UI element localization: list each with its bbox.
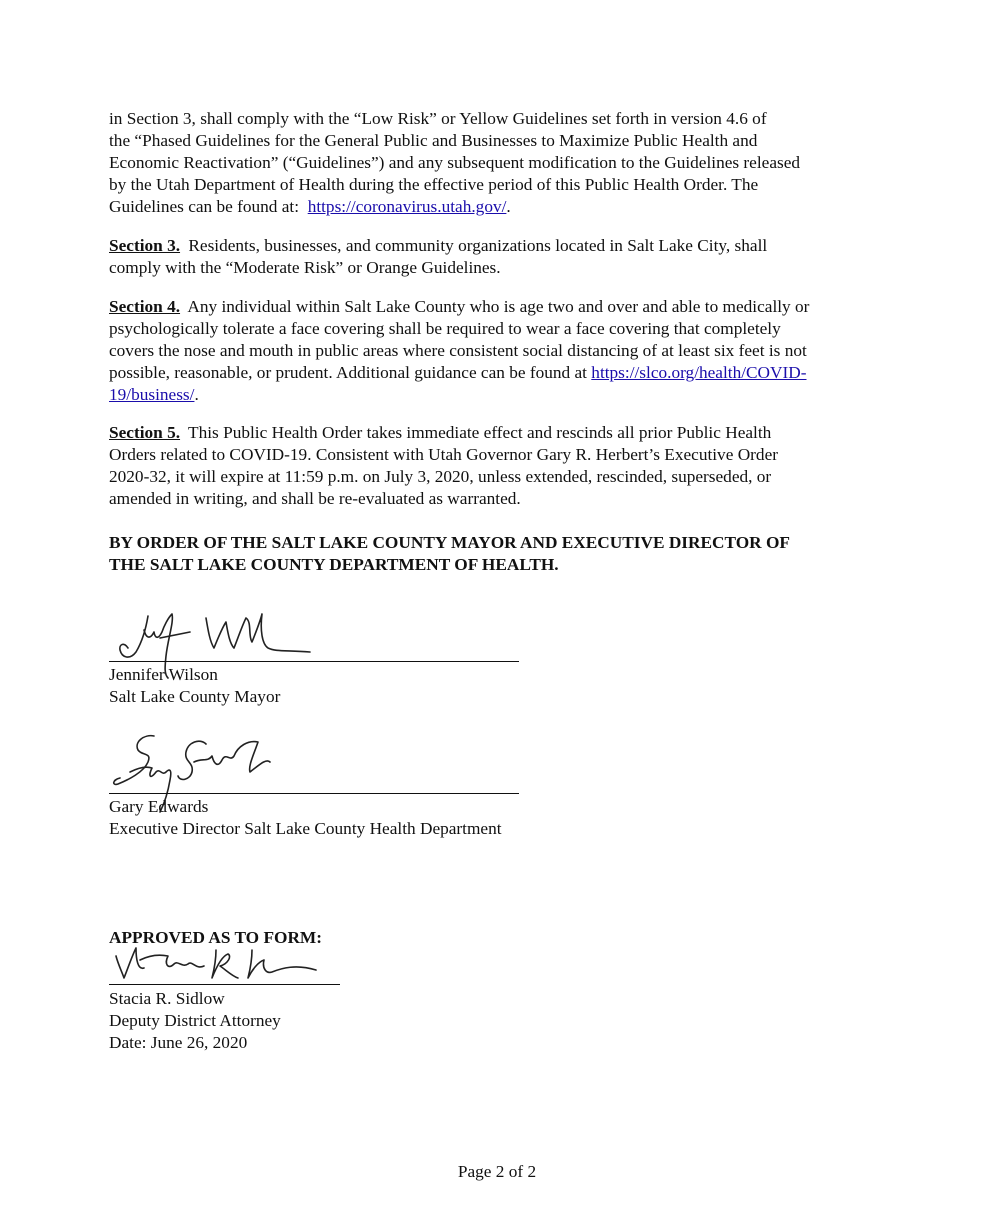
intro-line-3: Economic Reactivation” (“Guidelines”) and any subsequent modification to the Guidelines released — [109, 153, 801, 172]
section-3-line-1 — [109, 235, 899, 257]
section-5-line-3: 2020-32, it will expire at 11:59 p.m. on July 3, 2020, unless extended, rescinded, superseded, or — [109, 467, 772, 486]
guidelines-link[interactable]: https://coronavirus.utah.gov/ — [307, 197, 507, 216]
attorney-name: Stacia R. Sidlow — [109, 989, 225, 1008]
covid-business-link-part-2[interactable]: 19/business/ — [109, 385, 195, 404]
section-5-line-2: Orders related to COVID-19. Consistent with Utah Governor Gary R. Herbert’s Executive Order — [109, 445, 778, 464]
covid-business-link-part-1[interactable]: https://slco.org/health/COVID- — [591, 363, 807, 382]
attorney-signature-line — [109, 984, 340, 985]
section-5-text-1: This Public Health Order takes immediate effect and rescinds all prior Public Health — [184, 423, 772, 442]
intro-line-2: the “Phased Guidelines for the General Public and Businesses to Maximize Public Health and — [109, 131, 758, 150]
section-4-text-4: possible, reasonable, or prudent. Additional guidance can be found at — [109, 363, 592, 382]
intro-line-4: by the Utah Department of Health during the effective period of this Public Health Order. The — [109, 175, 759, 194]
attorney-title: Deputy District Attorney — [109, 1011, 281, 1030]
attorney-signature-icon — [112, 942, 322, 987]
approved-as-to-form-label: APPROVED AS TO FORM: — [109, 928, 322, 947]
director-name: Gary Edwards — [109, 797, 209, 816]
section-4-text-1: Any individual within Salt Lake County who is age two and over and able to medically or — [184, 297, 810, 316]
intro-line-5 — [109, 196, 899, 218]
order-statement — [109, 532, 899, 576]
section-4-line-2: psychologically tolerate a face covering shall be required to wear a face covering that completely — [109, 319, 781, 338]
director-title: Executive Director Salt Lake County Health Department — [109, 819, 502, 838]
section-3-text-1: Residents, businesses, and community organizations located in Salt Lake City, shall — [184, 236, 768, 255]
director-signature-line — [109, 793, 519, 794]
intro-link-prefix: Guidelines can be found at: — [109, 197, 308, 216]
section-4-line-4 — [109, 362, 899, 384]
section-3-line-2: comply with the “Moderate Risk” or Orange Guidelines. — [109, 258, 501, 277]
section-5-heading: Section 5. — [109, 423, 181, 442]
mayor-name: Jennifer Wilson — [109, 665, 218, 684]
intro-line-1: in Section 3, shall comply with the “Low Risk” or Yellow Guidelines set forth in version 4.6 of — [109, 109, 767, 128]
intro-link-suffix: . — [506, 197, 511, 216]
page-number: Page 2 of 2 — [457, 1162, 537, 1181]
mayor-signature-line — [109, 661, 519, 662]
section-4-heading: Section 4. — [109, 297, 181, 316]
section-4-line-1 — [109, 296, 899, 318]
section-5-line-1 — [109, 422, 899, 444]
section-4-suffix: . — [194, 385, 199, 404]
section-4-line-3: covers the nose and mouth in public areas where consistent social distancing of at least six feet is not — [109, 341, 807, 360]
section-5-line-4: amended in writing, and shall be re-evaluated as warranted. — [109, 489, 521, 508]
mayor-title: Salt Lake County Mayor — [109, 687, 281, 706]
section-4-line-5 — [109, 384, 899, 406]
section-4-paragraph — [109, 296, 899, 406]
order-line-1: BY ORDER OF THE SALT LAKE COUNTY MAYOR AND EXECUTIVE DIRECTOR OF — [109, 533, 790, 552]
section-5-paragraph — [109, 422, 899, 510]
section-3-paragraph — [109, 235, 899, 279]
section-3-heading: Section 3. — [109, 236, 181, 255]
intro-paragraph — [109, 108, 899, 218]
attorney-date: Date: June 26, 2020 — [109, 1033, 248, 1052]
order-line-2: THE SALT LAKE COUNTY DEPARTMENT OF HEALTH. — [109, 555, 559, 574]
